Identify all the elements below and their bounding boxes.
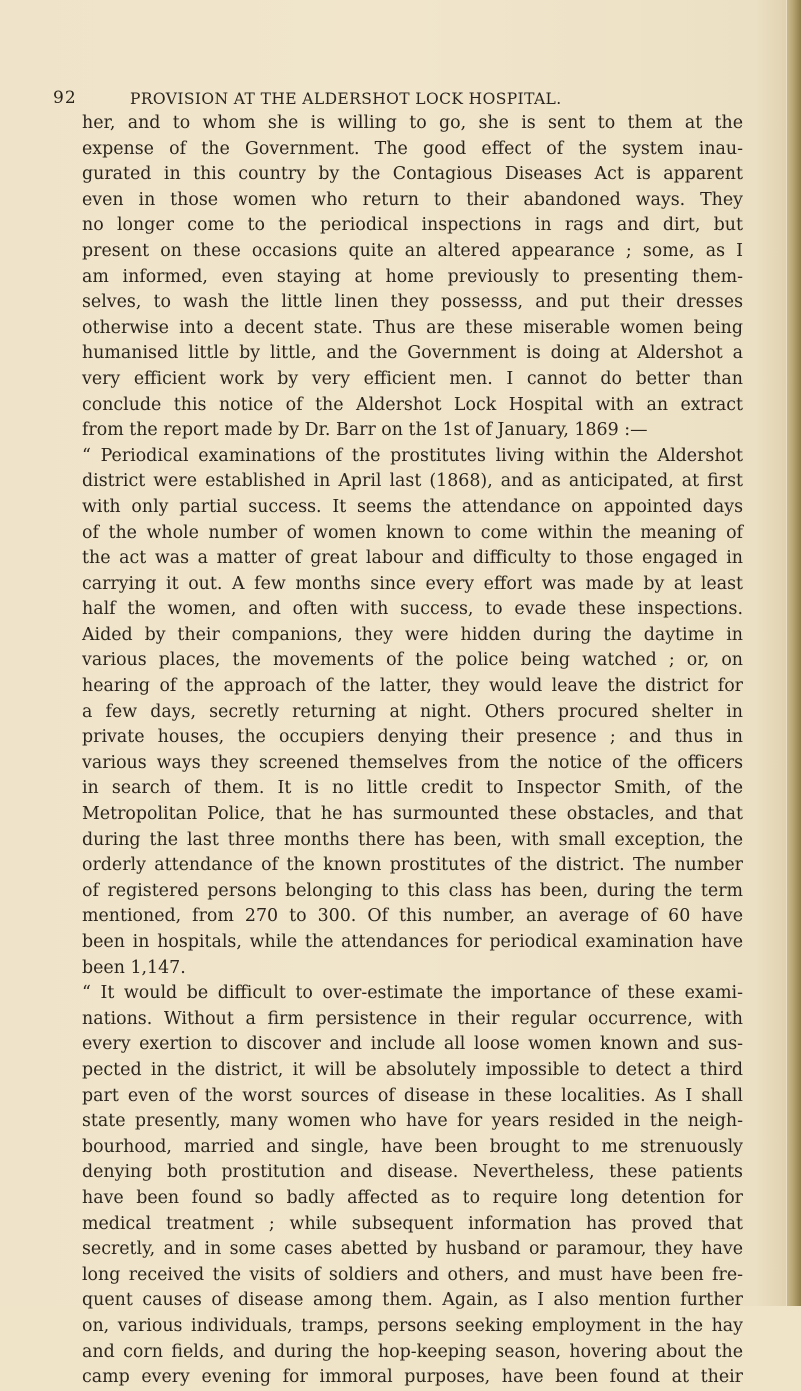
text-line: of the whole number of women known to come within the meaning of [82,522,743,543]
text-line: with only partial success. It seems the attendance on appointed days [82,496,743,517]
text-line: been 1,147. [82,957,186,978]
text-line: a few days, secretly returning at night. Others procured shelter in [82,701,743,722]
text-line: various ways they screened themselves from the notice of the officers [82,752,743,773]
text-line: otherwise into a decent state. Thus are these miserable women being [82,317,743,338]
text-line: of registered persons belonging to this class has been, during the term [82,880,743,901]
text-line: Metropolitan Police, that he has surmounted these obstacles, and that [82,804,743,825]
text-line: denying both prostitution and disease. Nevertheless, these patients [82,1162,743,1183]
text-line: gurated in this country by the Contagious Diseases Act is apparent [82,164,743,185]
text-line: carrying it out. A few months since every effort was made by at least [82,573,743,594]
text-line: no longer come to the periodical inspections in rags and dirt, but [82,215,743,236]
text-line: every exertion to discover and include all loose women known and sus- [82,1034,743,1055]
text-line: and corn fields, and during the hop-keeping season, hovering about the [82,1341,743,1362]
page-header [53,88,753,110]
text-line: bourhood, married and single, have been brought to me strenuously [82,1136,743,1157]
text-line: medical treatment ; while subsequent information has proved that [82,1213,743,1234]
text-line: on, various individuals, tramps, persons seeking employment in the hay [82,1315,743,1336]
page-edge [787,0,801,1306]
running-title: PROVISION AT THE ALDERSHOT LOCK HOSPITAL. [130,90,562,108]
text-line: “ Periodical examinations of the prostitutes living within the Aldershot [82,445,743,466]
page-shadow [756,0,786,1306]
text-line: nations. Without a firm persistence in their regular occurrence, with [82,1008,743,1029]
text-line: various places, the movements of the police being watched ; or, on [82,650,743,671]
text-line: the act was a matter of great labour and difficulty to those engaged in [82,548,743,569]
text-line: from the report made by Dr. Barr on the 1st of January, 1869 :— [82,420,648,441]
text-line: in search of them. It is no little credit to Inspector Smith, of the [82,778,743,799]
text-line: pected in the district, it will be absolutely impossible to detect a third [82,1059,743,1080]
text-line: private houses, the occupiers denying their presence ; and thus in [82,727,743,748]
text-line: am informed, even staying at home previously to presenting them- [82,266,743,287]
text-line: secretly, and in some cases abetted by husband or paramour, they have [82,1239,743,1260]
text-line: selves, to wash the little linen they possesss, and put their dresses [82,292,743,313]
text-line: orderly attendance of the known prostitutes of the district. The number [82,855,743,876]
text-line: have been found so badly affected as to require long detention for [82,1187,743,1208]
text-line: mentioned, from 270 to 300. Of this number, an average of 60 have [82,906,743,927]
text-line: camp every evening for immoral purposes, have been found at their [82,1367,743,1388]
text-line: “ It would be difficult to over-estimate the importance of these exami- [82,983,743,1004]
text-line: Aided by their companions, they were hidden during the daytime in [82,624,743,645]
text-line: been in hospitals, while the attendances for periodical examination have [82,932,743,952]
text-line: district were established in April last (1868), and as anticipated, at first [82,471,743,492]
page-number: 92 [53,88,77,108]
text-line: present on these occasions quite an altered appearance ; some, as I [82,240,743,261]
text-line: hearing of the approach of the latter, they would leave the district for [82,676,743,697]
text-line: humanised little by little, and the Government is doing at Aldershot a [82,343,743,364]
body-text [82,111,743,1391]
text-line: half the women, and often with success, to evade these inspections. [82,599,743,620]
text-line: during the last three months there has been, with small exception, the [82,829,743,850]
text-line: conclude this notice of the Aldershot Lock Hospital with an extract [82,394,743,415]
text-line: expense of the Government. The good effect of the system inau- [82,138,743,159]
text-line: her, and to whom she is willing to go, she is sent to them at the [82,113,743,133]
text-line: very efficient work by very efficient men. I cannot do better than [82,368,743,389]
text-line: even in those women who return to their abandoned ways. They [82,189,743,210]
text-line: long received the visits of soldiers and others, and must have been fre- [82,1264,743,1285]
text-line: state presently, many women who have for years resided in the neigh- [82,1111,743,1132]
text-line: part even of the worst sources of disease in these localities. As I shall [82,1085,743,1106]
text-line: quent causes of disease among them. Again, as I also mention further [82,1290,743,1311]
